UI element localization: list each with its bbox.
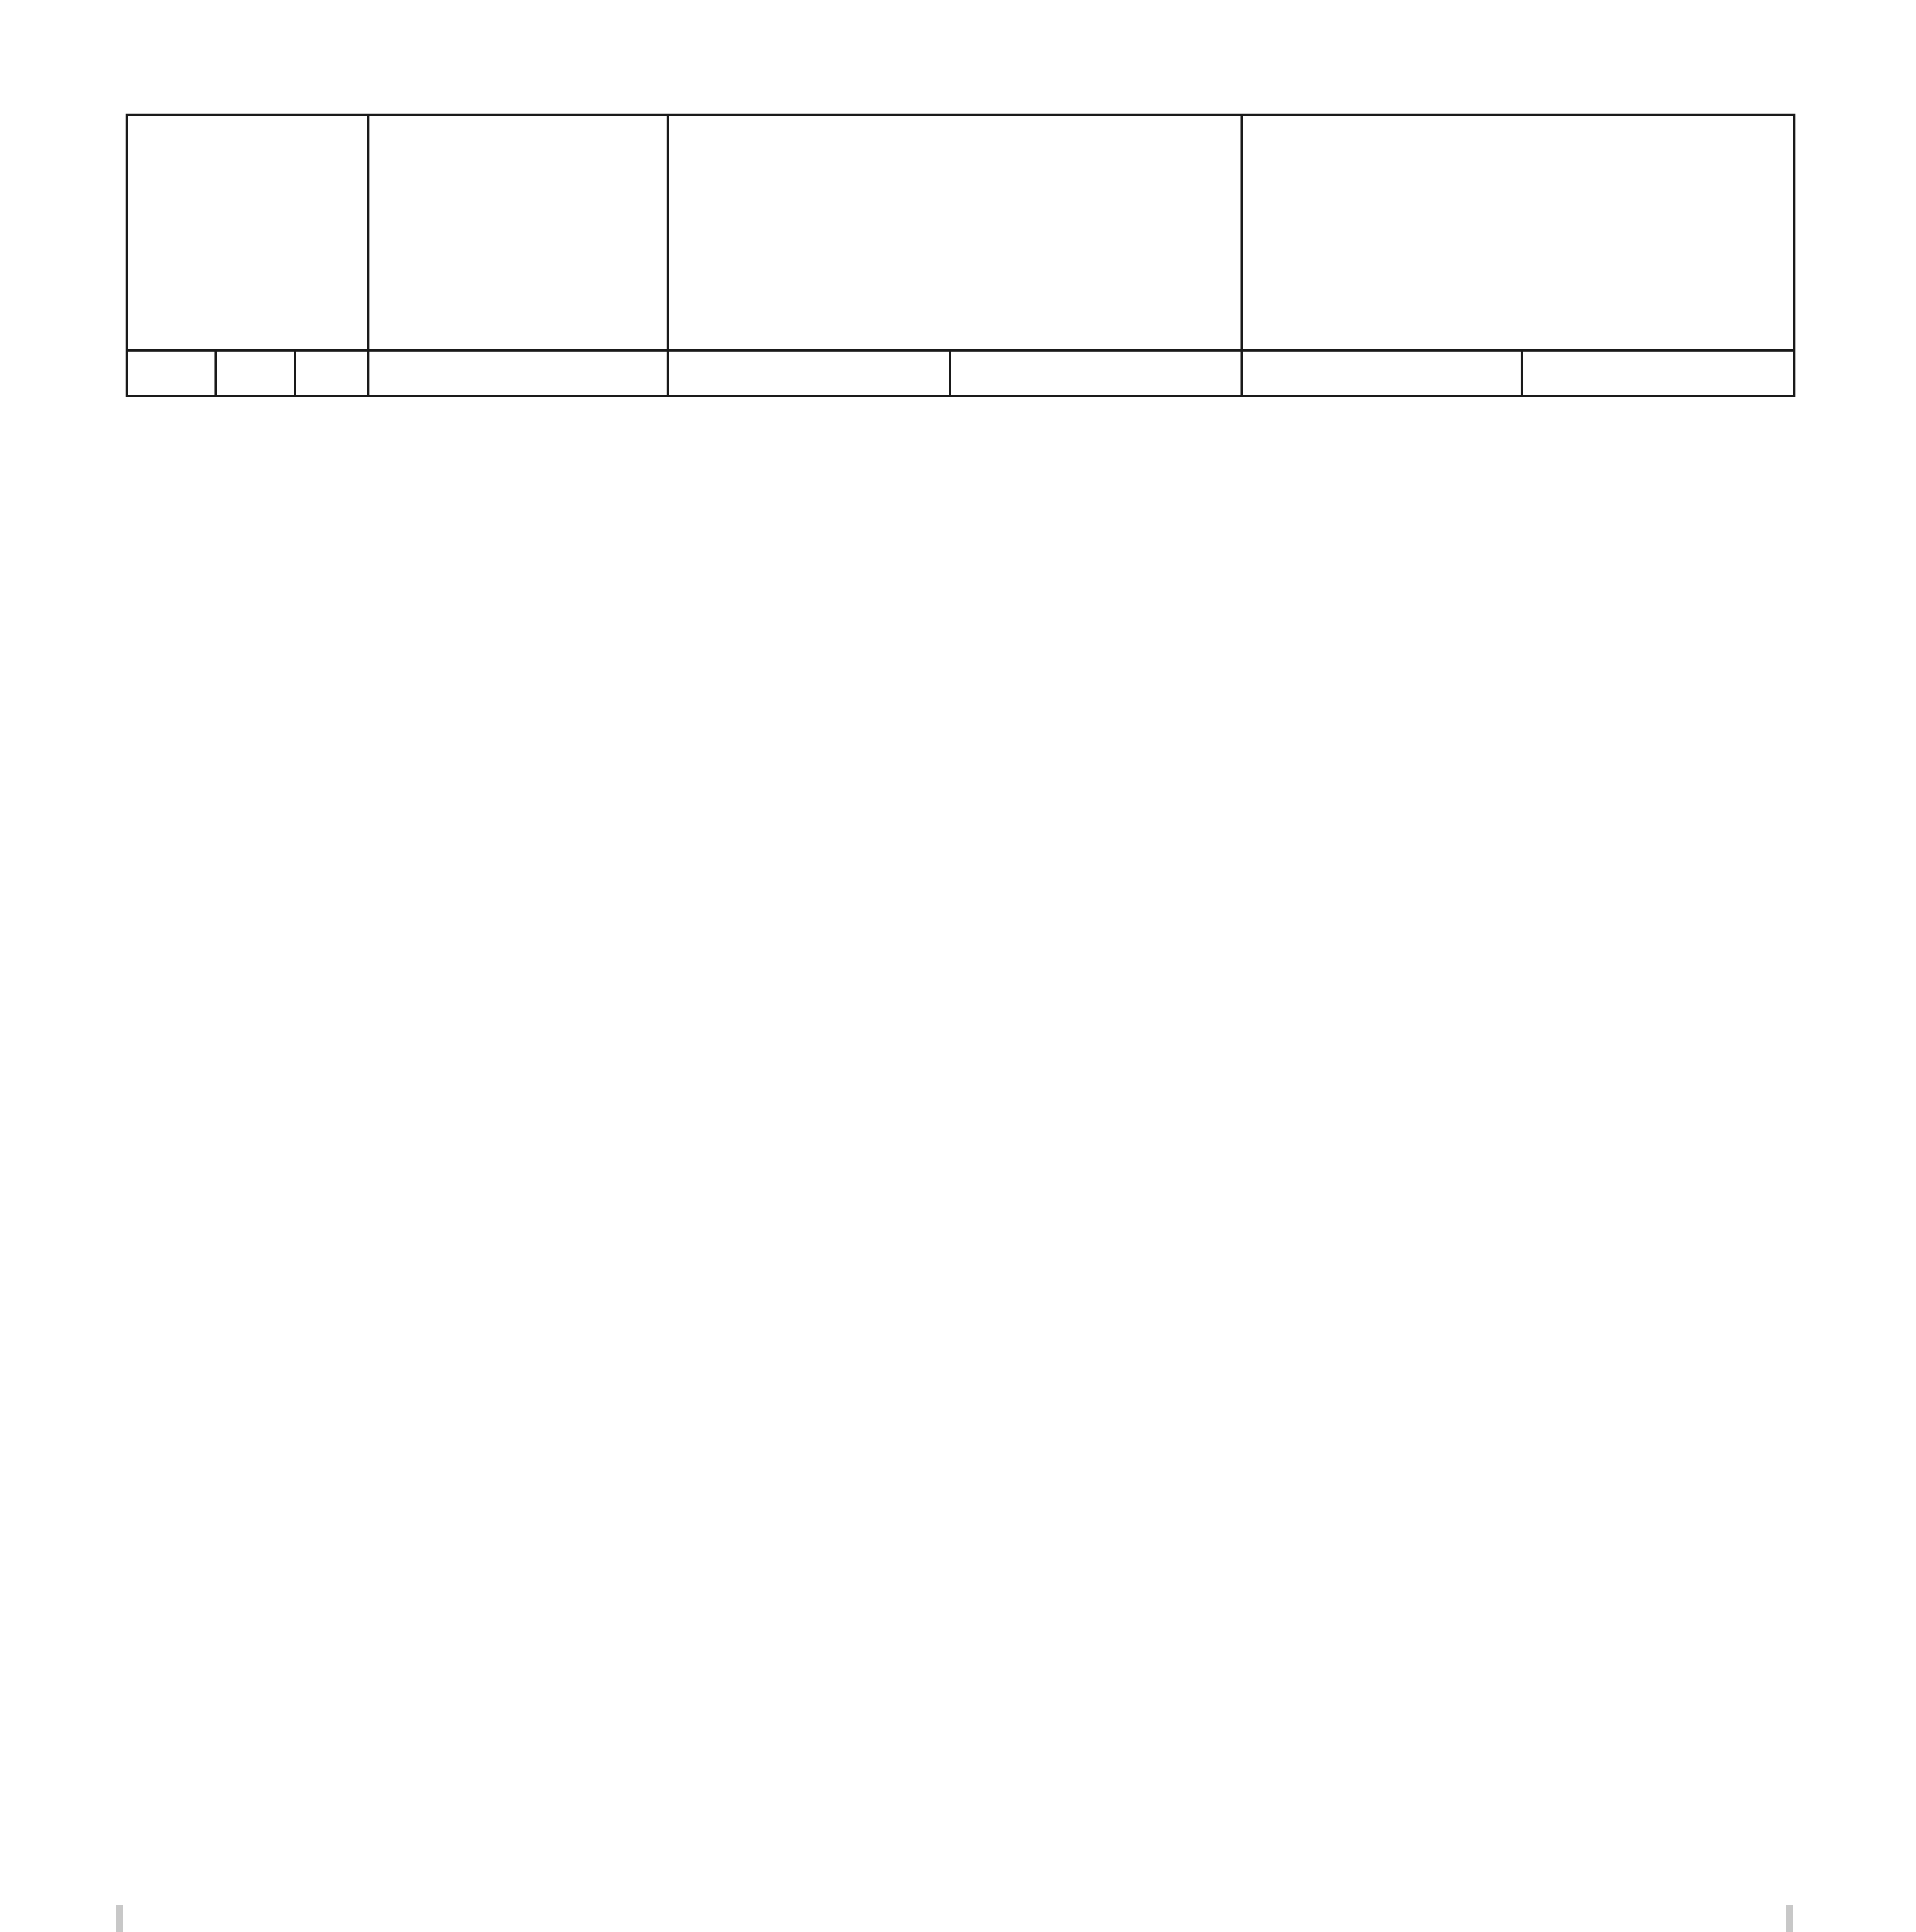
shelf-top-right-post — [1786, 1905, 1793, 1932]
shelf-top-left-post — [116, 1905, 123, 1932]
